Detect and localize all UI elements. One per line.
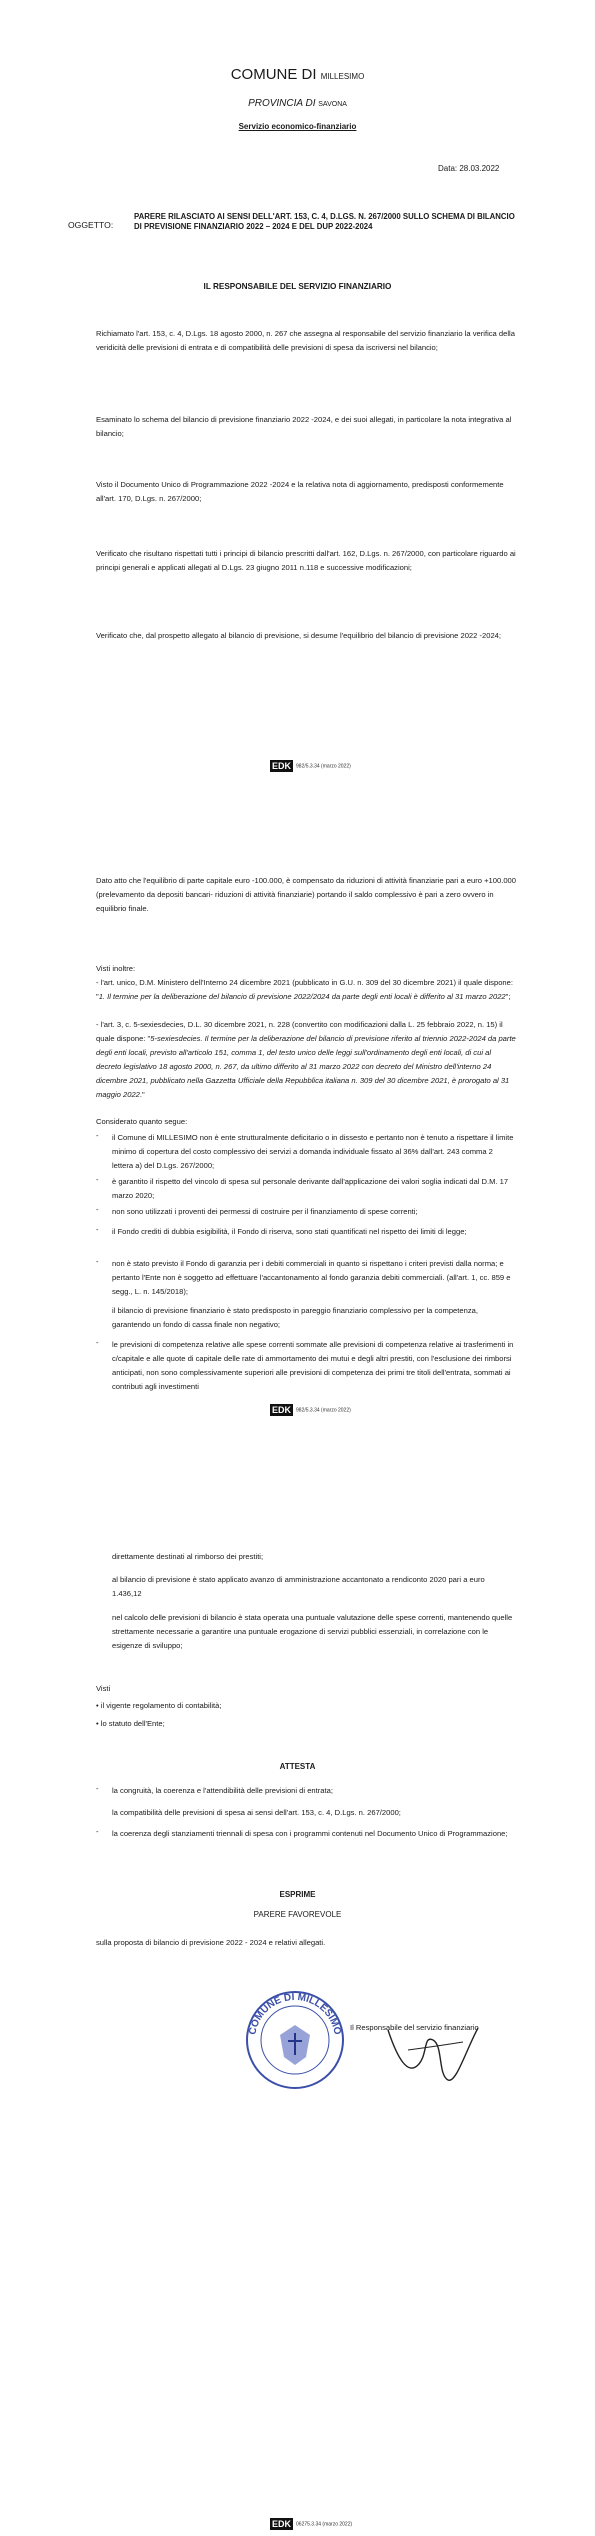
comune-title bbox=[0, 66, 595, 83]
edk-logo: EDK bbox=[272, 761, 292, 771]
visti-inoltre-item-2 bbox=[96, 1018, 516, 1102]
item-quote: 1. Il termine per la deliberazione del bilancio di previsione 2022/2024 da parte degli enti locali è differito al 31 marzo 2022 bbox=[98, 992, 506, 1001]
attesta-item-2: la compatibilità delle previsioni di spesa ai sensi dell'art. 153, c. 4, D.Lgs. n. 267/2000; bbox=[112, 1808, 401, 1817]
item-end: "; bbox=[505, 992, 511, 1001]
visti-item-1: • il vigente regolamento di contabilità; bbox=[96, 1701, 222, 1710]
comune-prefix: COMUNE DI bbox=[230, 66, 317, 83]
parere-favorevole: PARERE FAVOREVOLE bbox=[253, 1910, 342, 1919]
considerato-continued-1: direttamente destinati al rimborso dei prestiti; bbox=[112, 1552, 264, 1561]
paragraph-visto-dup: Visto il Documento Unico di Programmazione 2022 -2024 e la relativa nota di aggiornamento, predisposti conformemente all'art. 170, D.Lgs. n. 267/2000; bbox=[96, 480, 504, 503]
footer-code: 982/5.3.34 (marzo 2022) bbox=[296, 1407, 351, 1414]
oggetto-text: PARERE RILASCIATO AI SENSI DELL'ART. 153, C. 4, D.LGS. N. 267/2000 SULLO SCHEMA DI BILANCIO DI PREVISIONE FINANZIARIO 2022 – 2024 E DEL DUP 2022-2024 bbox=[134, 212, 515, 231]
item-text: - l'art. 3, c. 5-sexiesdecies, D.L. 30 dicembre 2021, n. 228 (convertito con modificazioni dalla L. 25 febbraio 2022, n. 15) il quale dispone: " bbox=[96, 1020, 503, 1043]
bullet-dash: - bbox=[96, 1131, 99, 1140]
footer-code: 06275.3.34 (marzo 2022) bbox=[296, 2521, 353, 2528]
main-heading: IL RESPONSABILE DEL SERVIZIO FINANZIARIO bbox=[203, 282, 392, 291]
visti-inoltre-item-1 bbox=[96, 976, 516, 1004]
considerato-title: Considerato quanto segue: bbox=[96, 1117, 188, 1126]
bullet-dash: - bbox=[96, 1827, 99, 1836]
official-seal bbox=[240, 1985, 350, 2095]
considerato-item-6: il bilancio di previsione finanziario è stato predisposto in pareggio finanziario complessivo per la competenza, garantendo un fondo di cassa finale non negativo; bbox=[112, 1306, 478, 1329]
considerato-item-2: è garantito il rispetto del vincolo di spesa sul personale derivante dall'applicazione dei valori soglia indicati dal D.M. 17 marzo 2020; bbox=[112, 1177, 509, 1200]
edk-logo: EDK bbox=[272, 2519, 292, 2529]
edk-logo: EDK bbox=[272, 1405, 292, 1415]
servizio-label: Servizio economico-finanziario bbox=[238, 122, 357, 131]
attesta-title: ATTESTA bbox=[279, 1762, 316, 1771]
bullet-dash: - bbox=[96, 1784, 99, 1793]
bullet-dash: - bbox=[96, 1175, 99, 1184]
provincia-name: SAVONA bbox=[318, 101, 347, 108]
document-date: Data: 28.03.2022 bbox=[438, 164, 500, 173]
signature-label: Il Responsabile del servizio finanziario bbox=[350, 2023, 479, 2032]
paragraph-richiamato: Richiamato l'art. 153, c. 4, D.Lgs. 18 agosto 2000, n. 267 che assegna al responsabile del servizio finanziario la verifica della veridicità delle previsioni di entrata e di compatibilità delle previsioni di spesa da iscriversi nel bilancio; bbox=[96, 329, 515, 352]
item-end: ." bbox=[139, 1090, 145, 1099]
handwritten-signature bbox=[378, 2020, 488, 2090]
considerato-item-4: il Fondo crediti di dubbia esigibilità, il Fondo di riserva, sono stati quantificati nel rispetto dei limiti di legge; bbox=[112, 1227, 467, 1236]
oggetto-label: OGGETTO: bbox=[68, 220, 114, 230]
visti-item-2: • lo statuto dell'Ente; bbox=[96, 1719, 165, 1728]
item-quote: 5-sexiesdecies. Il termine per la deliberazione del bilancio di previsione riferito al triennio 2022-2024 da parte degli enti locali, previsto all'articolo 151, comma 1, del testo unico delle leggi sull'ordinamento degli enti locali, di cui al decreto legislativo 18 agosto 2000, n. 267, da ultimo differito al 31 marzo 2022 con decreto del Ministro dell'interno 24 dicembre 2021, pubblicato nella Gazzetta Ufficiale della Repubblica italiana n. 309 del 30 dicembre 2021, è prorogato al 31 maggio 2022 bbox=[96, 1034, 516, 1099]
esprime-proposta: sulla proposta di bilancio di previsione 2022 - 2024 e relativi allegati. bbox=[96, 1938, 326, 1947]
visti-inoltre-title: Visti inoltre: bbox=[96, 964, 136, 973]
considerato-continued-3: nel calcolo delle previsioni di bilancio è stata operata una puntuale valutazione delle spese correnti, mantenendo quelle strettamente necessarie a garantire una puntuale erogazione di servizi pubblici essenziali, in correlazione con le esigenze di sviluppo; bbox=[112, 1613, 513, 1650]
considerato-item-1: il Comune di MILLESIMO non è ente strutturalmente deficitario o in dissesto e pertanto non è tenuto a rispettare il limite minimo di copertura del costo complessivo dei servizi a domanda individuale fissato al 36% dall'art. 243 comma 2 lettera a) del D.Lgs. 267/2000; bbox=[112, 1133, 514, 1170]
considerato-item-7: le previsioni di competenza relative alle spese correnti sommate alle previsioni di competenza relative ai trasferimenti in c/capitale e alle quote di capitale delle rate di ammortamento dei mutui e degli altri prestiti, con l'esclusione dei rimborsi anticipati, non sono complessivamente superiori alle previsioni di competenza dei primi tre titoli dell'entrata, sommati ai contributi agli investimenti bbox=[112, 1340, 514, 1391]
paragraph-esaminato: Esaminato lo schema del bilancio di previsione finanziario 2022 -2024, e dei suoi allegati, in particolare la nota integrativa al bilancio; bbox=[96, 415, 512, 438]
item-text: - l'art. unico, D.M. Ministero dell'Interno 24 dicembre 2021 (pubblicato in G.U. n. 309 del 30 dicembre 2021) il quale dispone: " bbox=[96, 978, 513, 1001]
bullet-dash: - bbox=[96, 1338, 99, 1347]
comune-name: MILLESIMO bbox=[320, 72, 365, 81]
bullet-dash: - bbox=[96, 1205, 99, 1214]
provincia-prefix: PROVINCIA DI bbox=[248, 98, 316, 109]
paragraph-verificato-equilibrio: Verificato che, dal prospetto allegato al bilancio di previsione, si desume l'equilibrio del bilancio di previsione 2022 -2024; bbox=[96, 631, 502, 640]
page-footer-1 bbox=[270, 760, 450, 772]
seal-text: COMUNE DI MILLESIMO bbox=[247, 1991, 343, 2036]
esprime-title: ESPRIME bbox=[279, 1890, 316, 1899]
page-footer-2 bbox=[270, 1404, 450, 1416]
visti-title: Visti bbox=[96, 1684, 111, 1693]
attesta-item-3: la coerenza degli stanziamenti triennali di spesa con i programmi contenuti nel Documento Unico di Programmazione; bbox=[112, 1829, 508, 1838]
considerato-continued-2: al bilancio di previsione è stato applicato avanzo di amministrazione accantonato a rendiconto 2020 pari a euro 1.436,12 bbox=[112, 1575, 485, 1598]
paragraph-dato-atto: Dato atto che l'equilibrio di parte capitale euro -100.000, è compensato da riduzioni di attività finanziarie pari a euro +100.000 (prelevamento da depositi bancari- riduzioni di attività finanziarie) portando il saldo complessivo è pari a zero ovvero in equilibrio finale. bbox=[96, 876, 517, 913]
provincia-title bbox=[0, 98, 595, 109]
paragraph-verificato-principi: Verificato che risultano rispettati tutti i principi di bilancio prescritti dall'art. 162, D.Lgs. n. 267/2000, con particolare riguardo ai principi generali e applicati allegati al D.Lgs. 23 giugno 2011 n.118 e successive modificazioni; bbox=[96, 549, 516, 572]
considerato-item-3: non sono utilizzati i proventi dei permessi di costruire per il finanziamento di spese correnti; bbox=[112, 1207, 418, 1216]
attesta-item-1: la congruità, la coerenza e l'attendibilità delle previsioni di entrata; bbox=[112, 1786, 333, 1795]
considerato-item-5: non è stato previsto il Fondo di garanzia per i debiti commerciali in quanto si rispettano i criteri previsti dalla norma; e pertanto l'Ente non è soggetto ad effettuare l'accantonamento al fondo garanzia debiti commerciali. (all'art. 1, cc. 859 e segg., L. n. 145/2018); bbox=[112, 1259, 511, 1296]
page-footer-3 bbox=[270, 2518, 450, 2530]
footer-code: 982/5.3.34 (marzo 2022) bbox=[296, 763, 351, 770]
bullet-dash: - bbox=[96, 1225, 99, 1234]
bullet-dash: - bbox=[96, 1257, 99, 1266]
